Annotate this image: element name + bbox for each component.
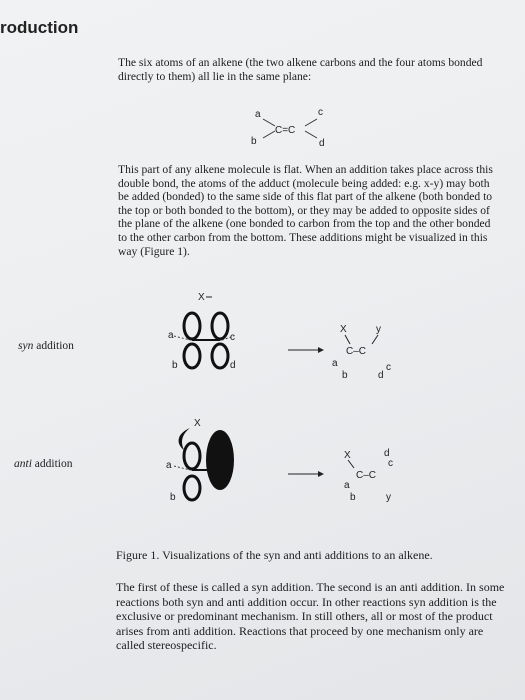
- syn-label-italic: syn: [18, 340, 34, 352]
- syn-reactant-c: c: [230, 332, 235, 343]
- alkene-label-b: b: [251, 136, 257, 147]
- section-title: roduction: [0, 18, 79, 37]
- syn-reactant-d: d: [230, 360, 236, 371]
- anti-addition-label: [14, 458, 72, 470]
- syn-product-c: c: [386, 362, 391, 373]
- syn-product-b: b: [342, 370, 348, 381]
- syn-reactant-a: a: [168, 330, 174, 341]
- anti-product-x: X: [344, 450, 351, 461]
- anti-product-b: b: [350, 492, 356, 503]
- anti-label-italic: anti: [14, 458, 32, 470]
- alkene-double-bond: C=C: [275, 125, 296, 136]
- alkene-label-a: a: [255, 109, 261, 120]
- syn-product-a: a: [332, 358, 338, 369]
- anti-reactant-b: b: [170, 492, 176, 503]
- intro-paragraph: The six atoms of an alkene (the two alkene carbons and the four atoms bonded directly to them) all lie in the same plane:: [118, 56, 483, 83]
- alkene-label-d: d: [319, 138, 325, 149]
- alkene-label-c: c: [318, 107, 323, 118]
- syn-product-d: d: [378, 370, 384, 381]
- figure-caption: Figure 1. Visualizations of the syn and anti additions to an alkene.: [116, 548, 433, 562]
- anti-product-d: d: [384, 448, 390, 459]
- syn-addition-label: [18, 340, 74, 352]
- anti-product-c: c: [388, 458, 393, 469]
- anti-label-rest: addition: [31, 458, 73, 470]
- syn-reactant-x: X: [198, 292, 205, 303]
- conclusion-paragraph: The first of these is called a syn addition. The second is an anti addition. In some reactions both syn and anti addition occur. In other reactions syn addition is the exclusive or predominant mechanism. In still others, all or most of the product arises from anti addition. Reactions that proceed by one mechanism only are called stereospecific.: [116, 580, 505, 652]
- anti-product-bond: C–C: [356, 470, 377, 481]
- syn-addition-figure: [150, 282, 410, 392]
- anti-reactant-a: a: [166, 460, 172, 471]
- syn-product-y: y: [376, 324, 381, 335]
- anti-product-y: y: [386, 492, 391, 503]
- alkene-plane-diagram: [245, 104, 335, 150]
- anti-reactant-x: X: [194, 418, 201, 429]
- anti-addition-figure: [150, 408, 410, 518]
- syn-reactant-b: b: [172, 360, 178, 371]
- syn-product-x: X: [340, 324, 347, 335]
- syn-product-bond: C–C: [346, 346, 367, 357]
- syn-label-rest: addition: [33, 340, 74, 352]
- anti-product-a: a: [344, 480, 350, 491]
- flat-paragraph: This part of any alkene molecule is flat. When an addition takes place across this double bond, the atoms of the adduct (molecule being added: e.g. x-y) may both be added (bonded) to the same side of this flat part of the alkene (both bonded to the top or both bonded to the bottom), or they may be added to opposite sides of the plane of the alkene (one bonded to carbon from the top and the other bonded to the other carbon from the bottom. These additions might be visualized in this way (Figure 1).: [118, 163, 493, 258]
